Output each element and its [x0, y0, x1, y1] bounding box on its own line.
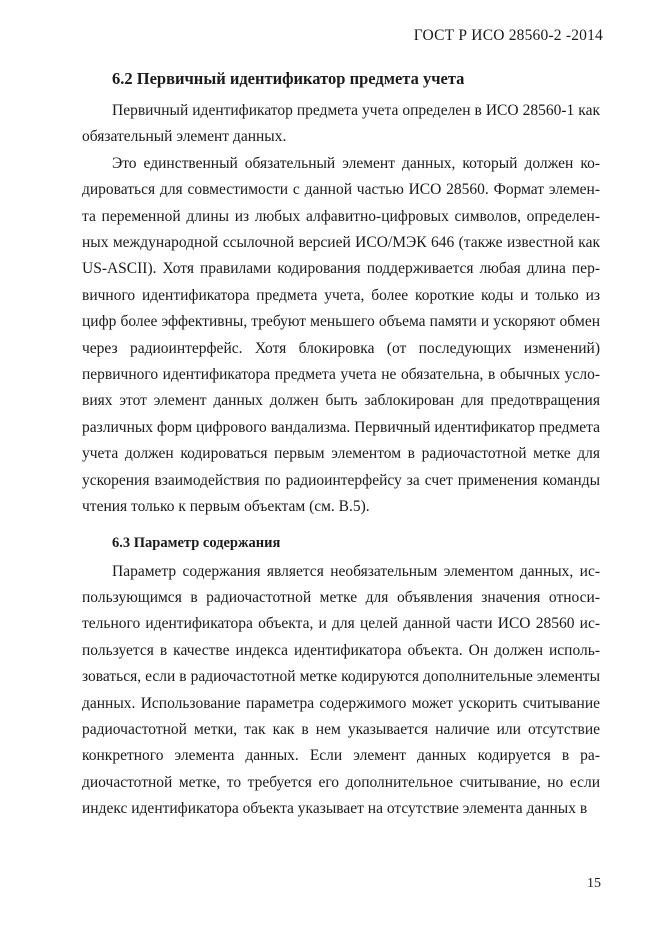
- document-body: [82, 66, 600, 823]
- document-header: ГОСТ Р ИСО 28560-2 -2014: [413, 27, 603, 44]
- paragraph: Параметр содержания является необязательным элементом данных, использующимся в радиочастотной метке для объявления значения относительного идентификатора объекта, и для целей данной части ИСО 28560 используется в качестве индекса идентификатора объекта. Он должен использоваться, если в радиочастотной метке кодируются дополнительные элементы данных. Использование параметра содержимого может ускорить считывание радиочастотной метки, так как в нем указывается наличие или отсутствие конкретного элемента данных. Если элемент данных кодируется в радиочастотной метке, то требуется его дополнительное считывание, но если индекс идентификатора объекта указывает на отсутствие элемента данных в: [82, 562, 600, 818]
- section-title-6-2: 6.2 Первичный идентификатор предмета учета: [112, 69, 465, 88]
- section-title-6-3: 6.3 Параметр содержания: [112, 534, 281, 551]
- paragraph: Это единственный обязательный элемент данных, который должен кодироваться для совместимости с данной частью ИСО 28560. Формат элемента переменной длины из любых алфавитно-цифровых символов, определенных международной ссылочной версией ИСО/МЭК 646 (также известной как US-ASCII). Хотя правилами кодирования поддерживается любая длина первичного идентификатора предмета учета, более короткие коды и только из цифр более эффективны, требуют меньшего объема памяти и ускоряют обмен через радиоинтерфейс. Хотя блокировка (от последующих изменений) первичного идентификатора предмета учета не обязательна, в обычных условиях этот элемент данных должен быть заблокирован для предотвращения различных форм цифрового вандализма. Первичный идентификатор предмета учета должен кодироваться первым элементом в радиочастотной метке для ускорения взаимодействия по радиоинтерфейсу за счет применения команды чтения только к первым объектам (см. В.5).: [82, 154, 600, 516]
- paragraph: Первичный идентификатор предмета учета определен в ИСО 28560-1 как обязательный элемент данных.: [82, 102, 600, 146]
- page-number: 15: [587, 876, 601, 891]
